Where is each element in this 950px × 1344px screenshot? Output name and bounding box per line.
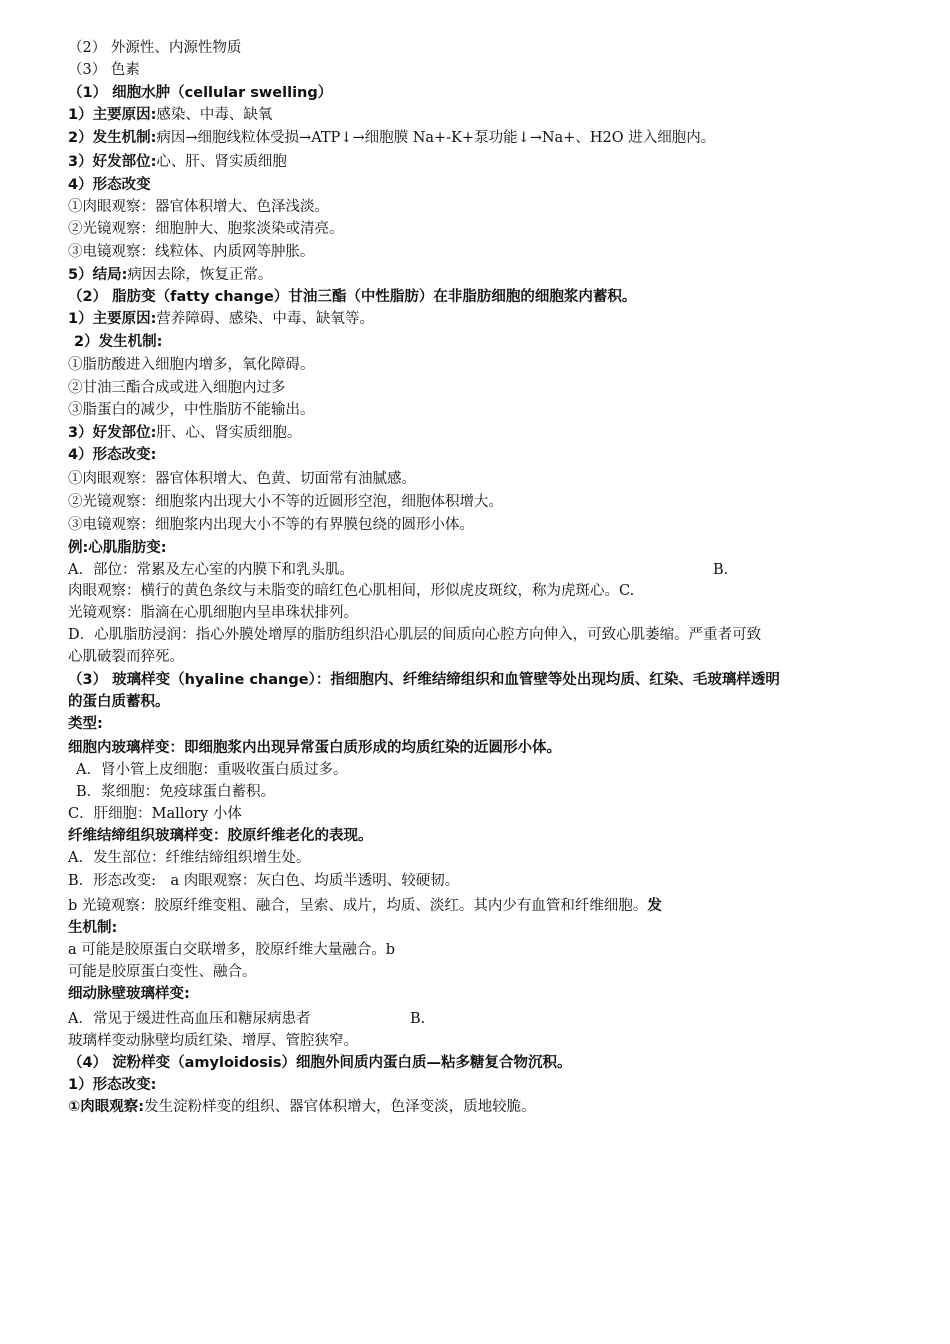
- line-text: 病因去除，恢复正常。: [127, 267, 273, 283]
- text-line: 肉眼观察：横行的黄色条纹与未脂变的暗红色心肌相间，形似虎皮斑纹，称为虎斑心。C.: [68, 583, 635, 599]
- text-line: ②光镜观察：细胞浆内出现大小不等的近圆形空泡，细胞体积增大。: [68, 494, 503, 510]
- subheading: 纤维结缔组织玻璃样变：胶原纤维老化的表现。: [68, 828, 373, 844]
- subheading: 生机制:: [68, 920, 118, 936]
- text-line: A．肾小管上皮细胞：重吸收蛋白质过多。: [76, 762, 348, 778]
- text-line: ③电镜观察：线粒体、内质网等肿胀。: [68, 244, 315, 260]
- text-line: ③脂蛋白的减少，中性脂肪不能输出。: [68, 402, 315, 418]
- section-heading-cont: 的蛋白质蓄积。: [68, 694, 170, 710]
- text-line: B．浆细胞：免疫球蛋白蓄积。: [76, 784, 276, 800]
- subheading: 1）形态改变:: [68, 1077, 157, 1093]
- subheading: 4）形态改变: [68, 177, 151, 193]
- example-heading: 例:心肌脂肪变:: [68, 540, 167, 556]
- section-heading: （1） 细胞水肿（cellular swelling）: [68, 85, 333, 101]
- subheading: 细胞内玻璃样变：即细胞浆内出现异常蛋白质形成的均质红染的近圆形小体。: [68, 740, 561, 756]
- section-heading: （4） 淀粉样变（amyloidosis）细胞外间质内蛋白质—粘多糖复合物沉积。: [68, 1055, 572, 1071]
- text-line: ③电镜观察：细胞浆内出现大小不等的有界膜包绕的圆形小体。: [68, 517, 474, 533]
- line-text: A．部位：常累及左心室的内膜下和乳头肌。: [68, 562, 354, 578]
- line-text: 病因→细胞线粒体受损→ATP↓→细胞膜 Na+-K+泵功能↓→Na+、H2O 进入细胞内。: [156, 130, 716, 146]
- text-line: D．心肌脂肪浸润：指心外膜处增厚的脂肪组织沿心肌层的间质向心腔方向伸入，可致心肌萎缩。严重者可致: [68, 627, 762, 643]
- text-line: [68, 1008, 888, 1030]
- text-line: A．发生部位：纤维结缔组织增生处。: [68, 850, 311, 866]
- text-line: ②甘油三酯合成或进入细胞内过多: [68, 380, 286, 396]
- line-label: 5）结局:: [68, 267, 128, 283]
- text-line: [68, 559, 888, 581]
- text-line: ②光镜观察：细胞肿大、胞浆淡染或清亮。: [68, 221, 344, 237]
- text-line: [68, 422, 888, 444]
- text-line: C．肝细胞：Mallory 小体: [68, 806, 242, 822]
- line-label: 发: [647, 898, 662, 914]
- text-line: [68, 308, 888, 330]
- text-line: 心肌破裂而猝死。: [68, 649, 184, 665]
- line-label: 3）好发部位:: [68, 425, 157, 441]
- subheading: 4）形态改变:: [68, 447, 157, 463]
- text-line: 可能是胶原蛋白变性、融合。: [68, 964, 257, 980]
- text-line: 光镜观察：脂滴在心肌细胞内呈串珠状排列。: [68, 605, 358, 621]
- subheading: 类型:: [68, 716, 103, 732]
- text-line: [68, 104, 888, 126]
- line-label: 1）主要原因:: [68, 107, 157, 123]
- line-text: 营养障碍、感染、中毒、缺氧等。: [156, 311, 374, 327]
- line-text: 心、肝、肾实质细胞: [156, 154, 287, 170]
- text-line: ①肉眼观察：器官体积增大、色黄、切面常有油腻感。: [68, 471, 416, 487]
- line-text: B.: [410, 1011, 426, 1027]
- subheading: 2）发生机制:: [74, 334, 163, 350]
- line-text: 感染、中毒、缺氧: [156, 107, 273, 123]
- line-label: 3）好发部位:: [68, 154, 157, 170]
- text-line: [68, 151, 888, 173]
- line-text: 发生淀粉样变的组织、器官体积增大，色泽变淡，质地较脆。: [144, 1099, 536, 1115]
- text-line: （2） 外源性、内源性物质: [68, 40, 242, 56]
- text-line: ①脂肪酸进入细胞内增多，氧化障碍。: [68, 357, 315, 373]
- text-line: ①肉眼观察：器官体积增大、色泽浅淡。: [68, 199, 329, 215]
- line-label: 1）主要原因:: [68, 311, 157, 327]
- text-line: a 可能是胶原蛋白交联增多，胶原纤维大量融合。b: [68, 942, 396, 958]
- subheading: 细动脉壁玻璃样变:: [68, 986, 190, 1002]
- line-text: B.: [713, 562, 729, 578]
- text-line: [68, 264, 888, 286]
- text-line: [68, 127, 888, 149]
- section-heading: （2） 脂肪变（fatty change）甘油三酯（中性脂肪）在非脂肪细胞的细胞浆内蓄积。: [68, 289, 637, 305]
- section-heading: （3） 玻璃样变（hyaline change）：指细胞内、纤维结缔组织和血管壁等处出现均质、红染、毛玻璃样透明: [68, 672, 780, 688]
- line-text: 肝、心、肾实质细胞。: [156, 425, 302, 441]
- line-text: b 光镜观察：胶原纤维变粗、融合，呈索、成片，均质、淡红。其内少有血管和纤维细胞。: [68, 898, 648, 914]
- text-line: （3） 色素: [68, 62, 140, 78]
- text-line: 玻璃样变动脉壁均质红染、增厚、管腔狭窄。: [68, 1033, 358, 1049]
- line-label: ①肉眼观察:: [68, 1099, 145, 1115]
- text-line: B．形态改变: a 肉眼观察：灰白色、均质半透明、较硬韧。: [68, 873, 460, 889]
- line-label: 2）发生机制:: [68, 130, 157, 146]
- text-line: [68, 1096, 888, 1118]
- text-line: [68, 895, 888, 917]
- line-text: A．常见于缓进性高血压和糖尿病患者: [68, 1011, 311, 1027]
